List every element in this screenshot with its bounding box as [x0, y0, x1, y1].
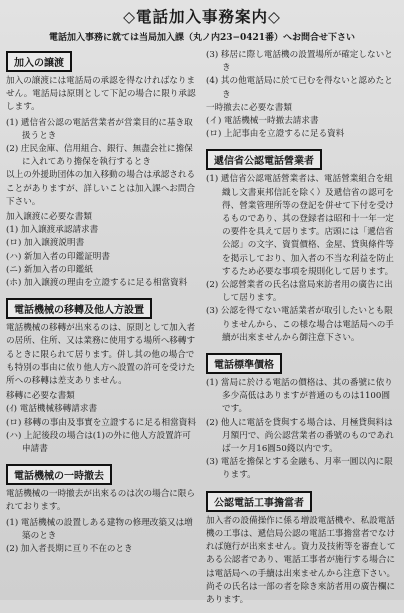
list-item: (ロ) 移轉の事由及事實を立證するに足る相當資料 [6, 417, 196, 428]
right-column [206, 49, 398, 613]
list-item: (2) 加入者長期に亘り不在のとき [6, 544, 133, 555]
paragraph: 以上の外援助団体の加入移動の場合は承認されることがありますが、詳しいことは加入課へお問合下さい。 [6, 170, 196, 207]
list-item: (ハ) 上記後段の場合は(1)の外に他人方設置許可申請書 [6, 430, 191, 455]
content-columns [6, 49, 398, 613]
section-move [6, 296, 198, 456]
section-removal [6, 462, 198, 556]
list-item: (3) 公認を得てない電話業者が取引したいとも限りませんから、この様な場合は電話局への手續が出來ませんから御注意下さい。 [206, 306, 394, 343]
section-heading: 遞信省公認電話營業者 [206, 149, 322, 170]
paragraph: 加入者の設備操作に係る増設電話機や、私設電話機の工事は、遞信局公認の電話工事擔當者でなければ施行が出來ません。資力及技術等を審査してある公認者であり、電話工事者が施行する場合には電話局への手續は出來ませんから注意下さい。尚その氏名は一部の者を除き來訪者用の廣告欄にあります。 [206, 515, 396, 605]
list-item: (ロ) 加入譲渡説明書 [6, 238, 85, 249]
section-dealers [206, 147, 398, 345]
list-item: (1) 遞信省公認の電話営業者が営業目的に基き取扱うとき [6, 117, 193, 141]
list-item: (ニ) 新加入者の印鑑紙 [6, 264, 93, 275]
list-item: (3) 移居に際し電話機の設置場所が確定しないとき [206, 50, 393, 74]
list-item: (1) 當局に於ける電話の價格は、其の番號に依り多少高低はありますが普通のものは1100圓です。 [206, 378, 393, 415]
left-column [6, 49, 198, 613]
list-item: (1) 加入譲渡承認請求書 [6, 225, 99, 236]
section-heading: 加入の譲渡 [6, 51, 72, 72]
section-contractors [206, 489, 398, 607]
paragraph: 加入の譲渡には電話局の承認を得なければなりません。電話局は原則として下記の場合に限り承認します。 [6, 76, 196, 113]
list-item: (1) 遞信省公認電話營業者は、電話營業組合を組織し文書東邦信託を除く）及遞信省の認可を得、營業管理所等の登記を併せて下付を受けるものであり、其の登録者は昭和十一年一定の要件を具えて居ります。店頭には「遞信省公認」の文字、資質價格、金屋、貸與條件等を掲示しており、加入者の不当な利益を防止するため必要な事項を規則化して居ります。 [206, 174, 394, 277]
list-item: (2) 他人に電話を貸與する場合は、月極貸與料は月額円で、尚公認営業者の番號のものであれば一ケ月16圓50錢以内です。 [206, 417, 394, 455]
section-removal-cont [206, 49, 398, 141]
list-item: (ｲ) 電話機械移轉請求書 [6, 404, 98, 415]
list-item: (ホ) 加入譲渡の理由を立證するに足る相當資料 [6, 278, 188, 289]
section-heading: 電話機械の一時撤去 [6, 464, 112, 485]
subheading: 一時撤去に必要な書類 [206, 102, 292, 113]
list-item: (1) 電話機械の設置しある建物の修理改築又は増築のとき [6, 517, 193, 541]
list-item: (4) 其の他電話局に於て已むを得ないと認めたとき [206, 76, 393, 100]
list-item: (ハ) 新加入者の印鑑証明書 [6, 251, 110, 262]
section-heading: 電話機械の移轉及他人方設置 [6, 298, 152, 319]
section-heading: 電話標準價格 [206, 353, 282, 374]
list-item: (ロ) 上記事由を立證するに足る資料 [206, 129, 345, 140]
subheading: 移轉に必要な書類 [6, 391, 75, 402]
paragraph: 電話機械の移轉が出來るのは、原則として加入者の居所、住所、又は業務に使用する場所へ移轉するときに限られて居ります。併し其の他の場合でも特別の事由に依り他人方へ設置の許可を受けた所への移轉は差支ありません。 [6, 323, 196, 387]
list-item: (3) 電話を擔保とする金融も、月率一圓以內に限ります。 [206, 457, 393, 481]
list-item: (2) 公認營業者の氏名は當局來訪者用の廣告に出して居ります。 [206, 280, 393, 304]
paragraph: 電話機械の一時撤去が出來るのは次の場合に限られております。 [6, 489, 196, 513]
section-transfer [6, 49, 198, 290]
section-heading: 公認電話工事擔當者 [206, 491, 312, 512]
page-subtitle: 電話加入事務に就ては当局加入課（丸ノ内23−0421番）へお問合せ下さい [48, 33, 356, 43]
list-item: (2) 庄民金庫、信用組合、銀行、無盡会社に擔保に入れてあり擔保を執行するとき [6, 144, 193, 168]
subheading: 加入譲渡に必要な書類 [6, 212, 92, 223]
section-prices [206, 351, 398, 483]
list-item: (イ) 電話機械一時撤去請求書 [206, 116, 319, 127]
page-title: ◇電話加入事務案内◇ [123, 7, 281, 26]
